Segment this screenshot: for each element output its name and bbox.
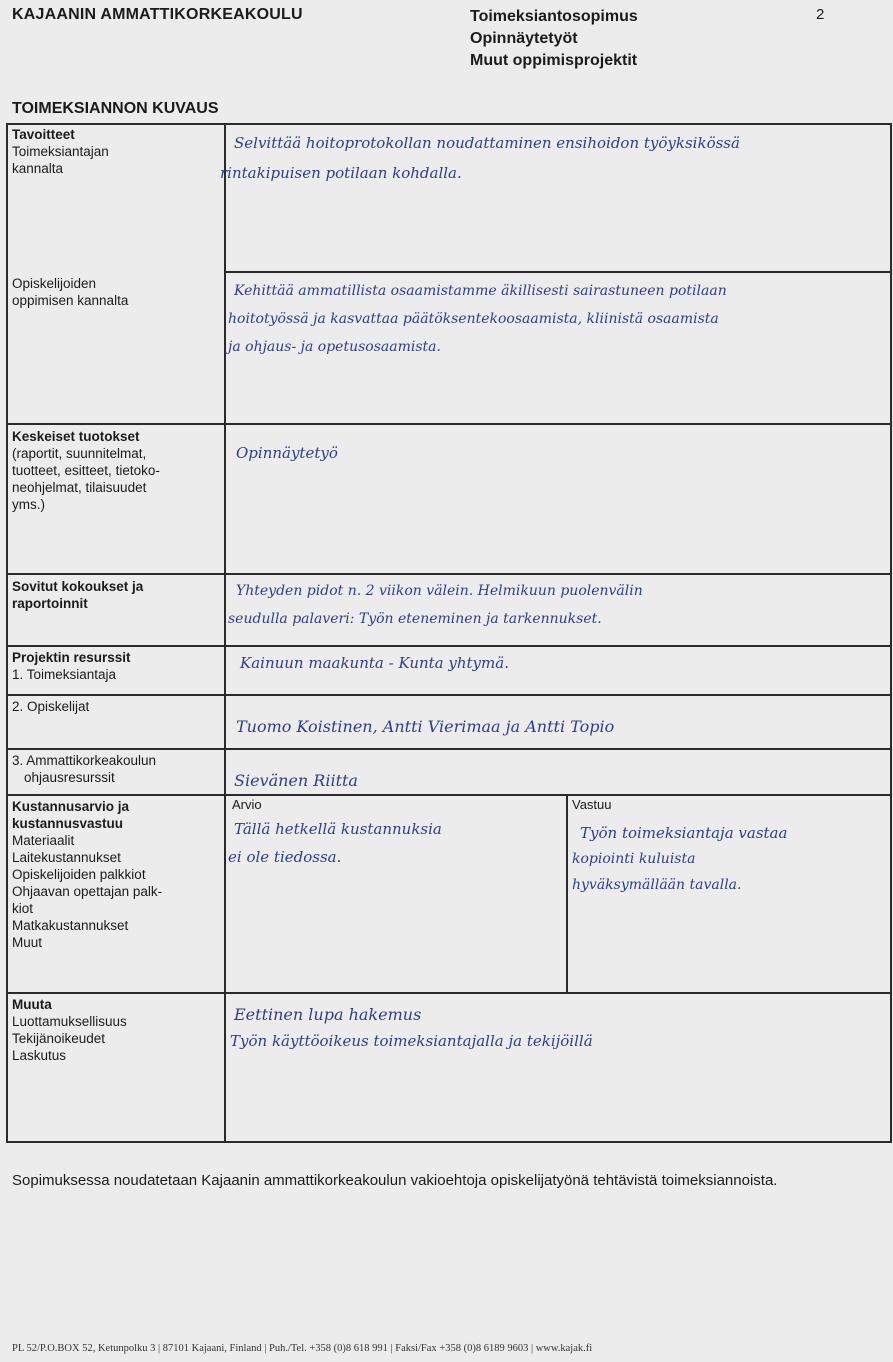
border-left — [6, 123, 8, 1143]
responsibility-text-line3: hyväksymällään tavalla. — [572, 877, 742, 893]
meetings-label — [12, 578, 143, 612]
student-learning-sub1: Opiskelijoiden — [12, 276, 97, 291]
divider-costs — [6, 794, 892, 796]
estimate-label: Arvio — [232, 797, 262, 812]
column-divider — [224, 123, 226, 1143]
costs-title1: Kustannusarvio ja — [12, 799, 130, 814]
document-type-line3: Muut oppimisprojektit — [470, 52, 638, 69]
document-type-line2: Opinnäytetyöt — [470, 30, 578, 47]
guidance-sub1: 3. Ammattikorkeakoulun — [12, 753, 157, 768]
border-top — [6, 123, 892, 125]
other-text-line2: Työn käyttöoikeus toimeksiantajalla ja tekijöillä — [230, 1032, 593, 1050]
products-title: Keskeiset tuotokset — [12, 429, 140, 444]
divider-products — [6, 423, 892, 425]
students-sub1: 2. Opiskelijat — [12, 699, 90, 714]
student-learning-label — [12, 275, 128, 309]
divider-cost-columns — [566, 794, 568, 993]
border-right — [890, 123, 892, 1143]
students-text: Tuomo Koistinen, Antti Vierimaa ja Antti Topio — [236, 717, 615, 736]
address-line: PL 52/P.O.BOX 52, Ketunpolku 3 | 87101 Kajaani, Finland | Puh./Tel. +358 (0)8 618 991 | Faksi/Fax +358 (0)8 6189 9603 | www.kajak.fi — [12, 1343, 593, 1354]
other-text-line1: Eettinen lupa hakemus — [234, 1005, 422, 1024]
estimate-text-line2: ei ole tiedossa. — [228, 848, 342, 866]
divider-students — [6, 694, 892, 696]
responsibility-label: Vastuu — [572, 797, 612, 812]
organization-name: KAJAANIN AMMATTIKORKEAKOULU — [12, 6, 303, 23]
products-sub1: (raportit, suunnitelmat, — [12, 446, 147, 461]
student-learning-sub2: oppimisen kannalta — [12, 293, 129, 308]
resources-title: Projektin resurssit — [12, 650, 131, 665]
border-bottom — [6, 1141, 892, 1143]
products-sub2: tuotteet, esitteet, tietoko- — [12, 463, 160, 478]
guidance-label — [12, 752, 156, 786]
page-number: 2 — [816, 6, 825, 23]
costs-item: Ohjaavan opettajan palk- — [12, 884, 163, 899]
divider-other — [6, 992, 892, 994]
objectives-client-text-line1: Selvittää hoitoprotokollan noudattaminen ensihoidon työyksikössä — [234, 134, 740, 152]
costs-item: kiot — [12, 901, 34, 916]
products-label — [12, 428, 160, 513]
meetings-title1: Sovitut kokoukset ja — [12, 579, 144, 594]
resources-client-text: Kainuun maakunta - Kunta yhtymä. — [240, 654, 509, 672]
costs-item: Laitekustannukset — [12, 850, 121, 865]
terms-paragraph: Sopimuksessa noudatetaan Kajaanin ammattikorkeakoulun vakioehtoja opiskelijatyönä tehtävistä toimeksiannoista. — [12, 1172, 778, 1189]
objectives-sub1: Toimeksiantajan — [12, 144, 109, 159]
divider-objectives-inner — [224, 271, 892, 273]
products-sub4: yms.) — [12, 497, 45, 512]
section-title: TOIMEKSIANNON KUVAUS — [12, 100, 219, 117]
objectives-title: Tavoitteet — [12, 127, 75, 142]
costs-item: Muut — [12, 935, 43, 950]
assignment-form-table — [6, 123, 892, 1143]
estimate-text-line1: Tällä hetkellä kustannuksia — [234, 820, 442, 838]
objectives-sub2: kannalta — [12, 161, 64, 176]
students-label — [12, 698, 89, 715]
other-title: Muuta — [12, 997, 52, 1012]
costs-title2: kustannusvastuu — [12, 816, 124, 831]
costs-item: Opiskelijoiden palkkiot — [12, 867, 146, 882]
responsibility-text-line2: kopiointi kuluista — [572, 851, 696, 867]
student-learning-text-line3: ja ohjaus- ja opetusosaamista. — [228, 339, 441, 355]
other-sub1: Luottamuksellisuus — [12, 1014, 127, 1029]
responsibility-text-line1: Työn toimeksiantaja vastaa — [580, 824, 788, 842]
document-type-line1: Toimeksiantosopimus — [470, 8, 638, 25]
meetings-text-line2: seudulla palaveri: Työn eteneminen ja tarkennukset. — [228, 611, 602, 627]
document-type — [470, 6, 638, 72]
divider-guidance — [6, 748, 892, 750]
costs-item: Matkakustannukset — [12, 918, 129, 933]
costs-item: Materiaalit — [12, 833, 75, 848]
costs-label — [12, 798, 162, 951]
student-learning-text-line1: Kehittää ammatillista osaamistamme äkillisesti sairastuneen potilaan — [234, 283, 727, 299]
other-sub2: Tekijänoikeudet — [12, 1031, 106, 1046]
meetings-text-line1: Yhteyden pidot n. 2 viikon välein. Helmikuun puolenvälin — [236, 583, 643, 599]
resources-sub1: 1. Toimeksiantaja — [12, 667, 117, 682]
products-sub3: neohjelmat, tilaisuudet — [12, 480, 147, 495]
objectives-client-text-line2: rintakipuisen potilaan kohdalla. — [220, 164, 462, 182]
other-label — [12, 996, 127, 1064]
guidance-text: Sievänen Riitta — [234, 771, 358, 790]
divider-resources — [6, 645, 892, 647]
resources-label — [12, 649, 131, 683]
objectives-label — [12, 126, 109, 177]
divider-meetings — [6, 573, 892, 575]
student-learning-text-line2: hoitotyössä ja kasvattaa päätöksentekoosaamista, kliinistä osaamista — [228, 311, 719, 327]
meetings-title2: raportoinnit — [12, 596, 88, 611]
other-sub3: Laskutus — [12, 1048, 67, 1063]
products-text: Opinnäytetyö — [236, 444, 338, 462]
guidance-sub2: ohjausresurssit — [24, 770, 115, 785]
